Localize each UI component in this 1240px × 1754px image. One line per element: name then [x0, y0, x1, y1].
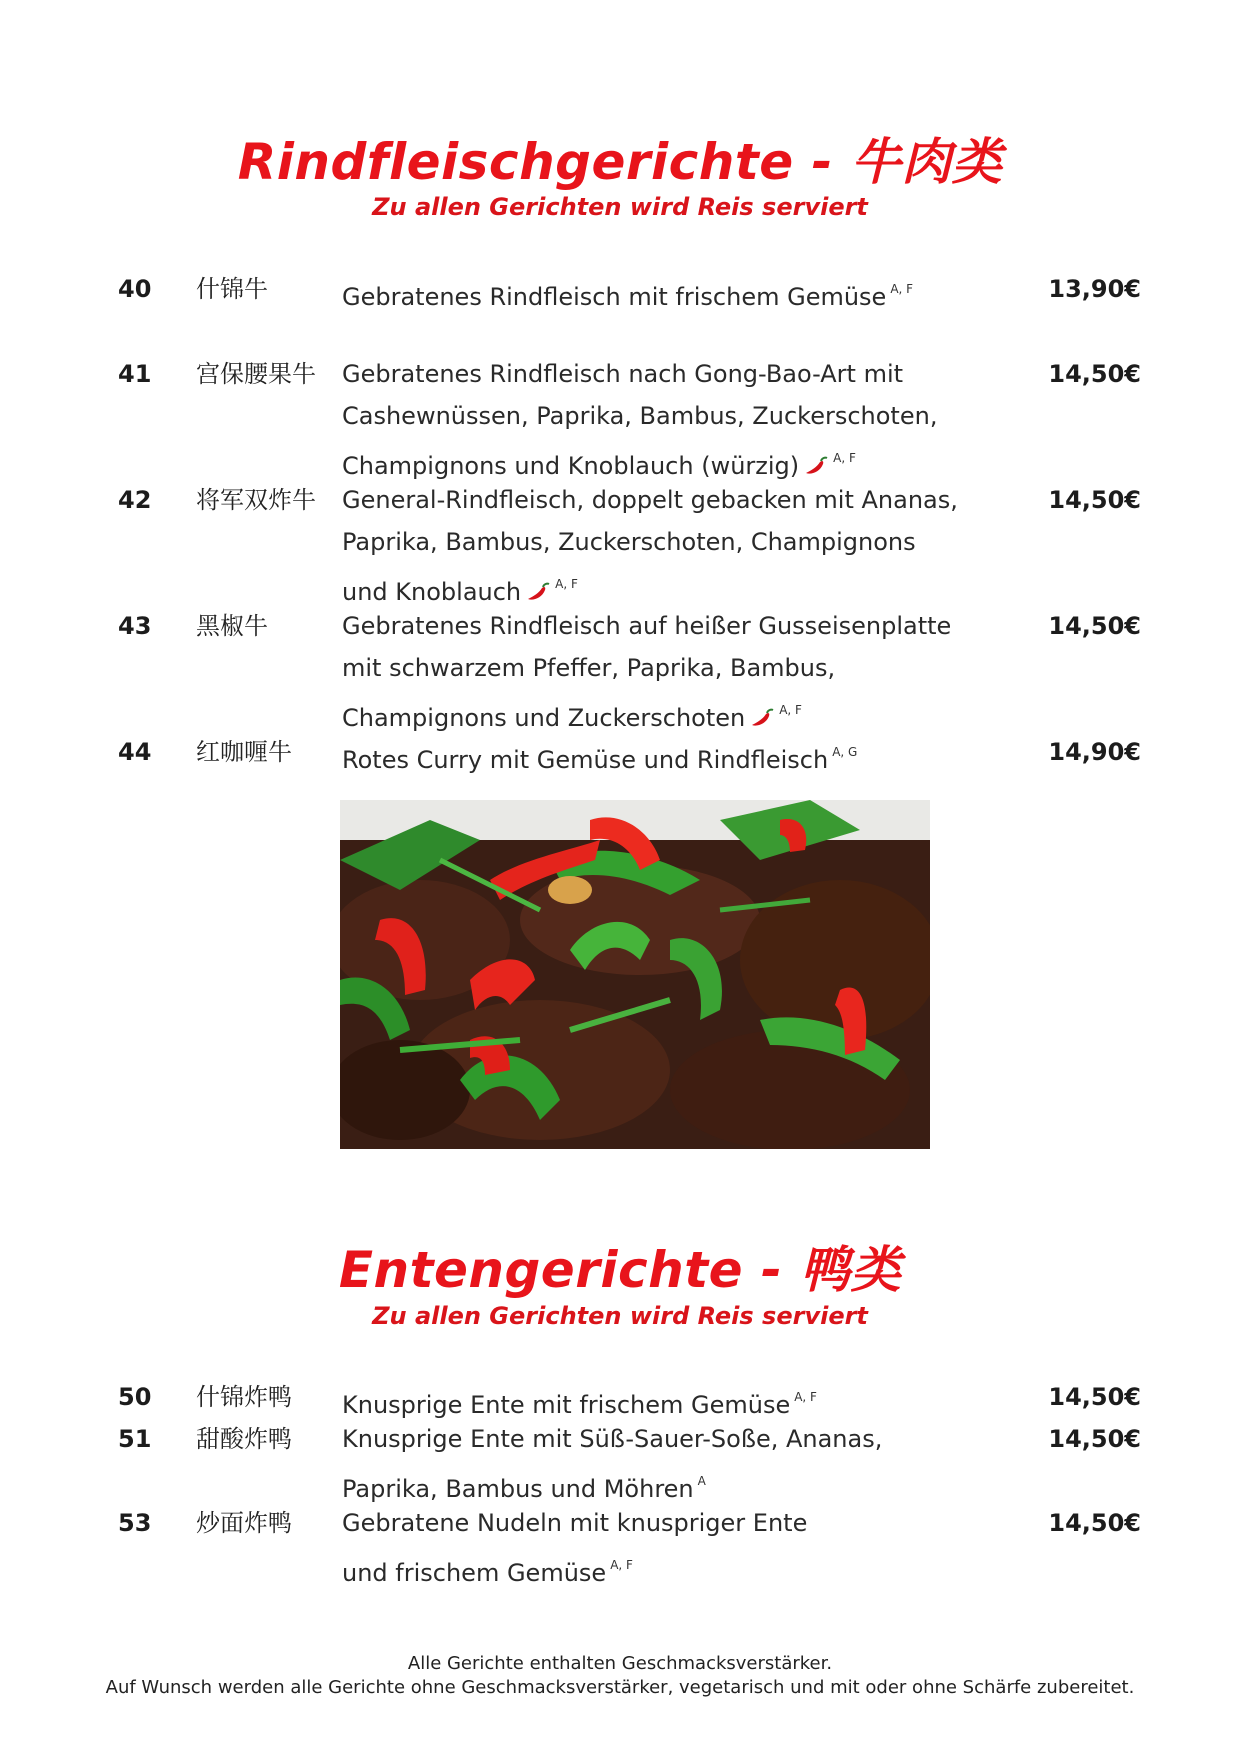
item-description [342, 268, 982, 318]
item-price: 14,50€ [1048, 612, 1141, 640]
item-description-line: Knusprige Ente mit Süß-Sauer-Soße, Ananas, [342, 1425, 883, 1453]
allergen-codes: A, F [779, 703, 802, 717]
item-description [342, 1418, 982, 1510]
footer-note-1: Alle Gerichte enthalten Geschmacksverstärker. [407, 1653, 833, 1674]
item-number: 44 [118, 738, 152, 766]
chili-pepper-icon [749, 707, 775, 729]
item-price: 14,50€ [1048, 360, 1141, 388]
menu-item-53 [0, 1502, 1240, 1587]
menu-item-51 [0, 1418, 1240, 1503]
duck-section-title: Entengerichte - 鸭类 [338, 1241, 902, 1299]
item-chinese-name: 宫保腰果牛 [196, 360, 316, 388]
allergen-codes: A, F [833, 451, 856, 465]
allergen-codes: A, F [610, 1558, 633, 1572]
item-number: 51 [118, 1425, 152, 1453]
item-chinese-name: 黑椒牛 [196, 612, 268, 640]
allergen-codes: A, G [832, 745, 858, 759]
item-chinese-name: 炒面炸鸭 [196, 1509, 292, 1537]
footer-note-2: Auf Wunsch werden alle Gerichte ohne Geschmacksverstärker, vegetarisch und mit oder ohne Schärfe zubereitet. [105, 1677, 1135, 1698]
allergen-codes: A [697, 1474, 706, 1488]
menu-item-50 [0, 1376, 1240, 1419]
item-description-line: Paprika, Bambus und Möhren [342, 1475, 694, 1503]
item-chinese-name: 将军双炸牛 [196, 486, 316, 514]
item-number: 41 [118, 360, 152, 388]
item-description [342, 1502, 982, 1594]
item-description-line: Gebratenes Rindfleisch nach Gong-Bao-Art mit [342, 360, 904, 388]
menu-item-41 [0, 353, 1240, 480]
item-description-line: Knusprige Ente mit frischem Gemüse [342, 1391, 791, 1419]
menu-item-44 [0, 731, 1240, 774]
item-description-line: Gebratene Nudeln mit knuspriger Ente [342, 1509, 808, 1537]
allergen-codes: A, F [555, 577, 578, 591]
item-description-line: und frischem Gemüse [342, 1559, 607, 1587]
item-description-line: Gebratenes Rindfleisch auf heißer Gusseisenplatte [342, 612, 952, 640]
item-chinese-name: 什锦牛 [196, 275, 268, 303]
item-number: 53 [118, 1509, 152, 1537]
item-number: 42 [118, 486, 152, 514]
item-price: 14,50€ [1048, 486, 1141, 514]
item-description [342, 353, 982, 487]
item-chinese-name: 甜酸炸鸭 [196, 1425, 292, 1453]
beef-section-title: Rindfleischgerichte - 牛肉类 [237, 133, 1003, 191]
duck-section-subtitle: Zu allen Gerichten wird Reis serviert [372, 1302, 868, 1330]
allergen-codes: A, F [890, 282, 914, 296]
item-price: 14,50€ [1048, 1509, 1141, 1537]
menu-item-40 [0, 268, 1240, 311]
item-description-line: mit schwarzem Pfeffer, Paprika, Bambus, [342, 654, 836, 682]
item-number: 50 [118, 1383, 152, 1411]
item-description-line: Rotes Curry mit Gemüse und Rindfleisch [342, 746, 829, 774]
item-chinese-name: 什锦炸鸭 [196, 1383, 292, 1411]
item-description-line: und Knoblauch [342, 578, 522, 606]
item-price: 13,90€ [1048, 275, 1141, 303]
item-description-line: Gebratenes Rindfleisch mit frischem Gemüse [342, 283, 887, 311]
item-description-line: Champignons und Knoblauch (würzig) [342, 452, 800, 480]
item-description-line: Paprika, Bambus, Zuckerschoten, Champignons [342, 528, 916, 556]
item-price: 14,50€ [1048, 1425, 1141, 1453]
item-number: 40 [118, 275, 152, 303]
item-description [342, 731, 982, 781]
allergen-codes: A, F [794, 1390, 817, 1404]
chili-pepper-icon [525, 581, 551, 603]
stir-fried-beef-image [340, 800, 930, 1149]
item-number: 43 [118, 612, 152, 640]
item-chinese-name: 红咖喱牛 [196, 738, 292, 766]
item-description-line: Champignons und Zuckerschoten [342, 704, 746, 732]
item-description-line: Cashewnüssen, Paprika, Bambus, Zuckerschoten, [342, 402, 938, 430]
item-description [342, 479, 982, 613]
chili-pepper-icon [803, 455, 829, 477]
item-description-line: General-Rindfleisch, doppelt gebacken mit Ananas, [342, 486, 958, 514]
item-price: 14,90€ [1048, 738, 1141, 766]
item-description [342, 605, 982, 739]
menu-item-42 [0, 479, 1240, 606]
beef-section-subtitle: Zu allen Gerichten wird Reis serviert [372, 193, 868, 221]
menu-item-43 [0, 605, 1240, 732]
dish-photo [340, 800, 930, 1149]
item-price: 14,50€ [1048, 1383, 1141, 1411]
